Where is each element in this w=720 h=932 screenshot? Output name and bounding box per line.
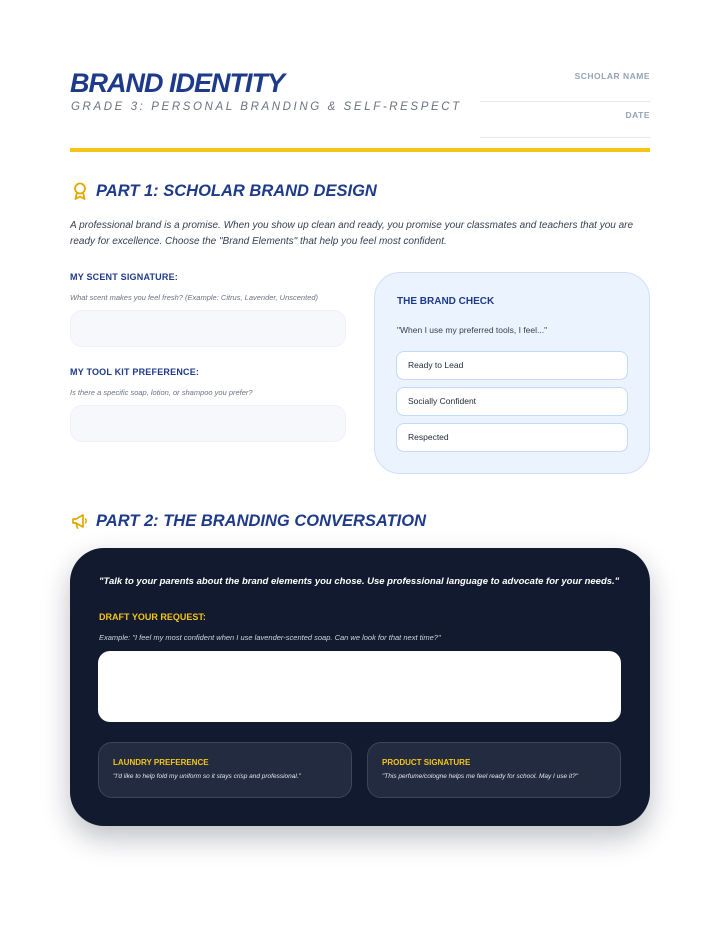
laundry-preference-card — [98, 742, 352, 798]
part1-title: PART 1: SCHOLAR BRAND DESIGN — [96, 181, 377, 200]
toolkit-label: MY TOOL KIT PREFERENCE: — [70, 367, 200, 377]
toolkit-hint: Is there a specific soap, lotion, or shampoo you prefer? — [70, 388, 253, 397]
brand-check-option-confident[interactable]: Socially Confident — [396, 387, 628, 416]
scent-label: MY SCENT SIGNATURE: — [70, 272, 178, 282]
conversation-quote: "Talk to your parents about the brand elements you chose. Use professional language to advocate for your needs." — [99, 576, 620, 587]
laundry-preference-title: LAUNDRY PREFERENCE — [113, 758, 209, 767]
product-signature-card — [367, 742, 621, 798]
brand-check-question: "When I use my preferred tools, I feel..." — [397, 325, 548, 335]
page-subtitle: GRADE 3: PERSONAL BRANDING & SELF-RESPECT — [71, 101, 462, 113]
page-header — [70, 66, 650, 136]
product-signature-title: PRODUCT SIGNATURE — [382, 758, 471, 767]
scholar-name-label: SCHOLAR NAME — [574, 71, 650, 81]
brand-check-card — [374, 272, 650, 474]
scent-hint: What scent makes you feel fresh? (Example: Citrus, Lavender, Unscented) — [70, 293, 319, 302]
date-field[interactable] — [480, 102, 650, 138]
scent-input[interactable] — [70, 310, 346, 347]
page-title: BRAND IDENTITY — [70, 68, 284, 98]
brand-check-title: THE BRAND CHECK — [397, 296, 495, 307]
brand-check-option-respected[interactable]: Respected — [396, 423, 628, 452]
draft-label: DRAFT YOUR REQUEST: — [99, 612, 206, 622]
date-label: DATE — [625, 110, 650, 120]
award-ribbon-icon — [70, 181, 90, 201]
scholar-name-field[interactable] — [480, 66, 650, 102]
draft-example: Example: "I feel my most confident when I use lavender-scented soap. Can we look for that next time?" — [99, 633, 441, 642]
header-divider — [70, 148, 650, 152]
brand-check-option-ready[interactable]: Ready to Lead — [396, 351, 628, 380]
toolkit-input[interactable] — [70, 405, 346, 442]
student-meta — [480, 66, 650, 138]
part2-heading — [70, 511, 426, 531]
conversation-card — [70, 548, 650, 826]
product-signature-text: "This perfume/cologne helps me feel ready for school. May I use it?" — [382, 773, 579, 780]
draft-request-input[interactable] — [98, 651, 621, 722]
laundry-preference-text: "I'd like to help fold my uniform so it stays crisp and professional." — [113, 773, 301, 780]
part2-title: PART 2: THE BRANDING CONVERSATION — [96, 511, 427, 530]
part1-heading — [70, 181, 377, 201]
part1-intro: A professional brand is a promise. When you show up clean and ready, you promise your classmates and teachers that you are ready for excellence. Choose the "Brand Elements" that help you feel most confident. — [70, 220, 634, 247]
megaphone-icon — [70, 511, 90, 531]
